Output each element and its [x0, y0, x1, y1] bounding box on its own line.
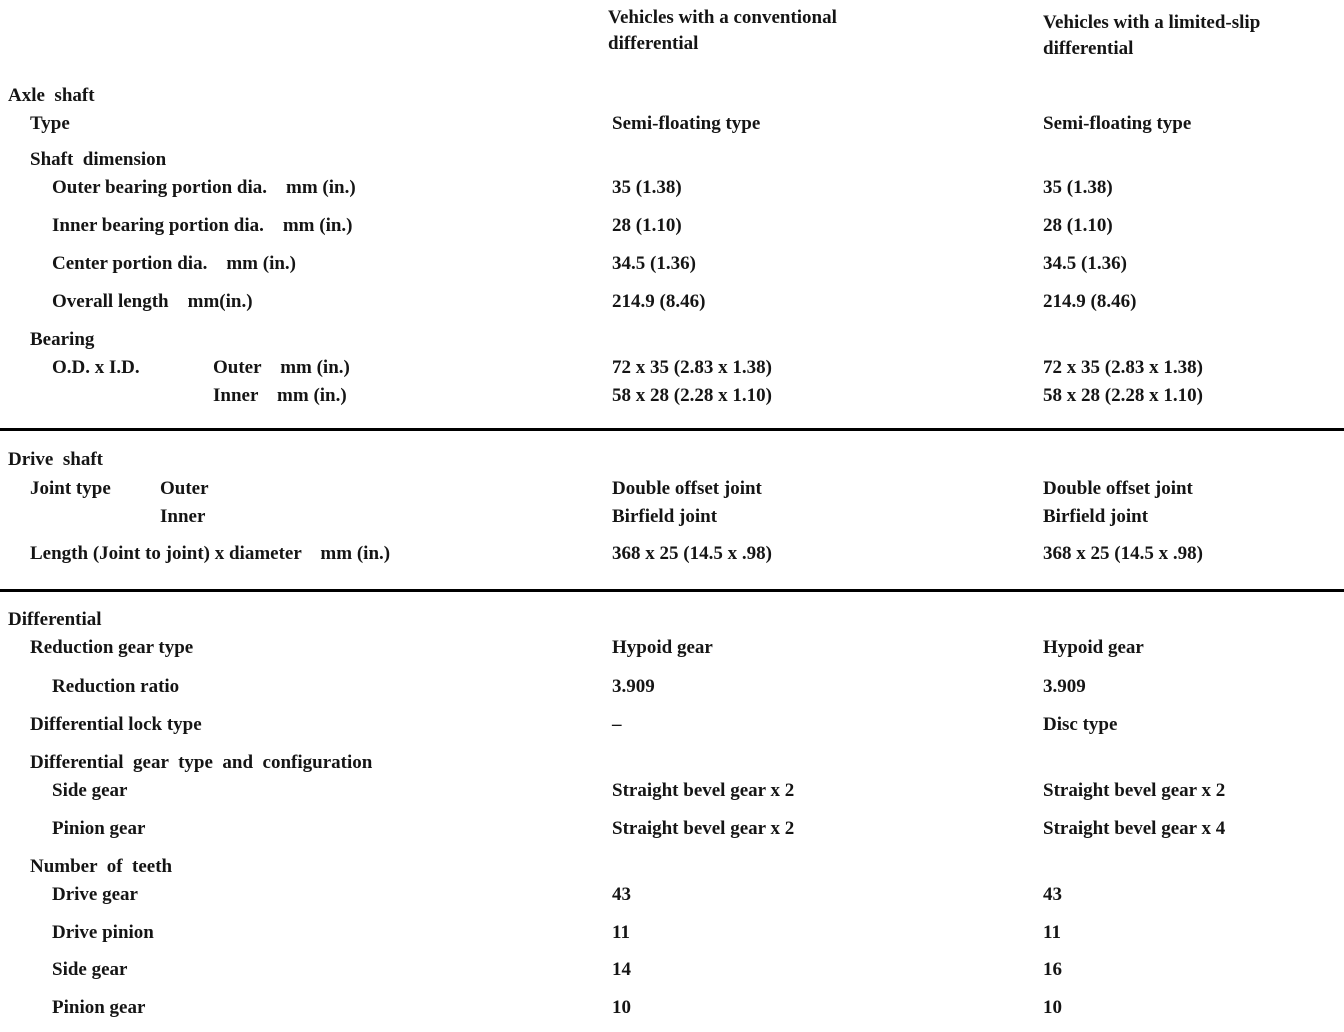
row-section-differential: [0, 608, 1344, 634]
value-conventional: –: [612, 714, 622, 735]
value-limited-slip: 368 x 25 (14.5 x .98): [1043, 543, 1203, 564]
row-label: Type: [30, 113, 70, 134]
row-sublabel: Outer: [160, 478, 209, 499]
value-conventional: Hypoid gear: [612, 637, 713, 658]
value-conventional: 14: [612, 959, 631, 980]
value-limited-slip: 43: [1043, 884, 1062, 905]
row-joint-type-outer: [0, 477, 1344, 503]
row-reduction-gear-type: [0, 636, 1344, 662]
row-sublabel: Inner mm (in.): [213, 385, 347, 406]
row-label: Length (Joint to joint) x diameter mm (in.): [30, 543, 391, 564]
row-label: Drive gear: [52, 884, 138, 905]
value-conventional: 11: [612, 922, 630, 943]
row-label: Inner bearing portion dia. mm (in.): [52, 215, 353, 236]
section-title: Drive shaft: [8, 449, 103, 470]
value-limited-slip: Double offset joint: [1043, 478, 1193, 499]
value-conventional: 10: [612, 997, 631, 1018]
value-conventional: Double offset joint: [612, 478, 762, 499]
row-teeth-pinion-gear: [0, 996, 1344, 1022]
section-title: Axle shaft: [8, 85, 95, 106]
row-joint-type-inner: [0, 505, 1344, 531]
value-conventional: 58 x 28 (2.28 x 1.10): [612, 385, 772, 406]
value-conventional: Birfield joint: [612, 506, 718, 527]
row-label: Overall length mm(in.): [52, 291, 253, 312]
value-conventional: 214.9 (8.46): [612, 291, 706, 312]
section-divider-line: [0, 589, 1344, 592]
row-center-portion-dia: [0, 252, 1344, 278]
column-header-conventional-differential: Vehicles with a conventional differential: [608, 7, 837, 54]
value-limited-slip: 28 (1.10): [1043, 215, 1113, 236]
value-conventional: Straight bevel gear x 2: [612, 780, 795, 801]
value-limited-slip: Semi-floating type: [1043, 113, 1192, 134]
row-length-diameter: [0, 542, 1344, 568]
row-axle-type: [0, 112, 1344, 138]
value-conventional: 43: [612, 884, 631, 905]
value-limited-slip: Disc type: [1043, 714, 1118, 735]
row-number-of-teeth: [0, 855, 1344, 881]
row-bearing-od-id-inner: [0, 384, 1344, 410]
row-section-drive-shaft: [0, 448, 1344, 474]
value-limited-slip: 35 (1.38): [1043, 177, 1113, 198]
row-label: Pinion gear: [52, 997, 146, 1018]
row-label: Shaft dimension: [30, 149, 167, 170]
value-conventional: Straight bevel gear x 2: [612, 818, 795, 839]
value-limited-slip: 58 x 28 (2.28 x 1.10): [1043, 385, 1203, 406]
value-conventional: 368 x 25 (14.5 x .98): [612, 543, 772, 564]
row-label: Reduction ratio: [52, 676, 180, 697]
row-teeth-side-gear: [0, 958, 1344, 984]
row-shaft-dimension: [0, 148, 1344, 174]
row-label: Center portion dia. mm (in.): [52, 253, 296, 274]
value-limited-slip: Birfield joint: [1043, 506, 1149, 527]
row-label: Drive pinion: [52, 922, 154, 943]
row-label: Side gear: [52, 780, 128, 801]
value-limited-slip: 11: [1043, 922, 1061, 943]
row-diff-gear-type-configuration: [0, 751, 1344, 777]
value-limited-slip: 214.9 (8.46): [1043, 291, 1137, 312]
row-label: Number of teeth: [30, 856, 173, 877]
row-label: Differential lock type: [30, 714, 202, 735]
row-section-axle-shaft: [0, 84, 1344, 110]
row-label: O.D. x I.D.: [52, 357, 140, 378]
value-limited-slip: 16: [1043, 959, 1062, 980]
row-pinion-gear-type: [0, 817, 1344, 843]
row-differential-lock-type: [0, 713, 1344, 739]
row-reduction-ratio: [0, 675, 1344, 701]
value-conventional: Semi-floating type: [612, 113, 761, 134]
row-overall-length: [0, 290, 1344, 316]
row-side-gear-type: [0, 779, 1344, 805]
value-limited-slip: 34.5 (1.36): [1043, 253, 1127, 274]
row-inner-bearing-dia: [0, 214, 1344, 240]
value-limited-slip: Hypoid gear: [1043, 637, 1144, 658]
section-divider-line: [0, 428, 1344, 431]
row-bearing-od-id-outer: [0, 356, 1344, 382]
value-limited-slip: 3.909: [1043, 676, 1086, 697]
row-sublabel: Outer mm (in.): [213, 357, 350, 378]
value-conventional: 35 (1.38): [612, 177, 682, 198]
row-teeth-drive-pinion: [0, 921, 1344, 947]
value-limited-slip: Straight bevel gear x 4: [1043, 818, 1226, 839]
row-label: Outer bearing portion dia. mm (in.): [52, 177, 356, 198]
value-limited-slip: Straight bevel gear x 2: [1043, 780, 1226, 801]
row-label: Bearing: [30, 329, 95, 350]
row-sublabel: Inner: [160, 506, 206, 527]
column-header-limited-slip-differential: Vehicles with a limited-slip differential: [1043, 12, 1261, 59]
value-conventional: 3.909: [612, 676, 655, 697]
row-label: Differential gear type and configuration: [30, 752, 373, 773]
row-teeth-drive-gear: [0, 883, 1344, 909]
row-bearing: [0, 328, 1344, 354]
value-limited-slip: 10: [1043, 997, 1062, 1018]
value-conventional: 72 x 35 (2.83 x 1.38): [612, 357, 772, 378]
row-outer-bearing-dia: [0, 176, 1344, 202]
value-conventional: 28 (1.10): [612, 215, 682, 236]
row-label: Pinion gear: [52, 818, 146, 839]
section-title: Differential: [8, 609, 102, 630]
value-limited-slip: 72 x 35 (2.83 x 1.38): [1043, 357, 1203, 378]
value-conventional: 34.5 (1.36): [612, 253, 696, 274]
row-label: Reduction gear type: [30, 637, 194, 658]
row-label: Side gear: [52, 959, 128, 980]
row-label: Joint type: [30, 478, 111, 499]
